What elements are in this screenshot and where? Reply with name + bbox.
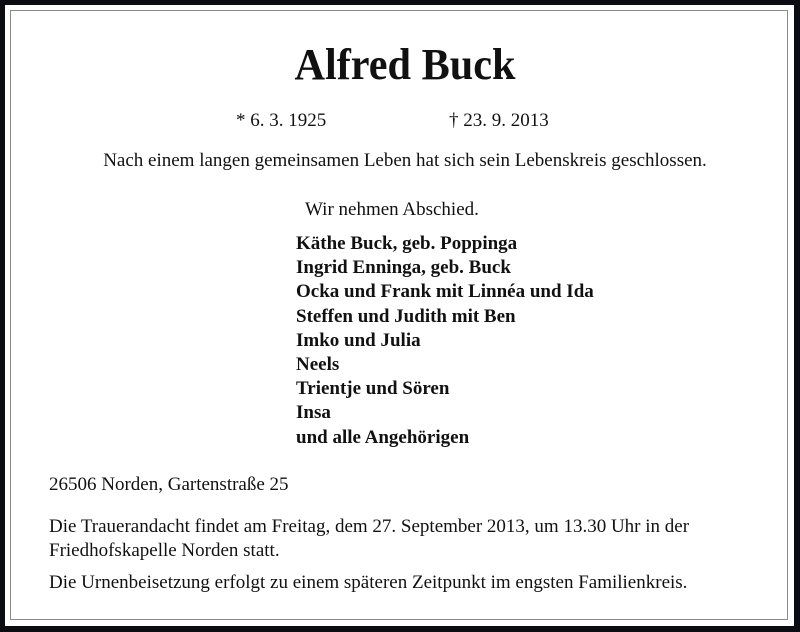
urn-burial-info: Die Urnenbeisetzung erfolgt zu einem späteren Zeitpunkt im engsten Familienkreis.: [49, 572, 688, 593]
memorial-service-info: Die Trauerandacht findet am Freitag, dem 27. September 2013, um 13.30 Uhr in der Friedhofskapelle Norden statt.: [49, 516, 690, 561]
death-date: † 23. 9. 2013: [449, 110, 549, 131]
mourner-entry: Neels: [296, 354, 340, 376]
deceased-name: Alfred Buck: [294, 40, 516, 89]
family-address: 26506 Norden, Gartenstraße 25: [49, 474, 289, 495]
mourner-entry: Ingrid Enninga, geb. Buck: [296, 257, 511, 279]
farewell-text: Wir nehmen Abschied.: [305, 199, 479, 220]
birth-date: * 6. 3. 1925: [236, 110, 327, 131]
mourner-entry: Ocka und Frank mit Linnéa und Ida: [296, 281, 594, 303]
mourners-list: [296, 232, 594, 450]
mourner-entry: Imko und Julia: [296, 329, 421, 351]
mourner-entry: und alle Angehörigen: [296, 426, 470, 448]
mourner-entry: Trientje und Sören: [296, 378, 450, 400]
life-line-text: Nach einem langen gemeinsamen Leben hat sich sein Lebenskreis geschlossen.: [103, 150, 707, 171]
mourner-entry: Insa: [296, 402, 331, 424]
mourner-entry: Käthe Buck, geb. Poppinga: [296, 233, 518, 254]
mourner-entry: Steffen und Judith mit Ben: [296, 305, 516, 327]
